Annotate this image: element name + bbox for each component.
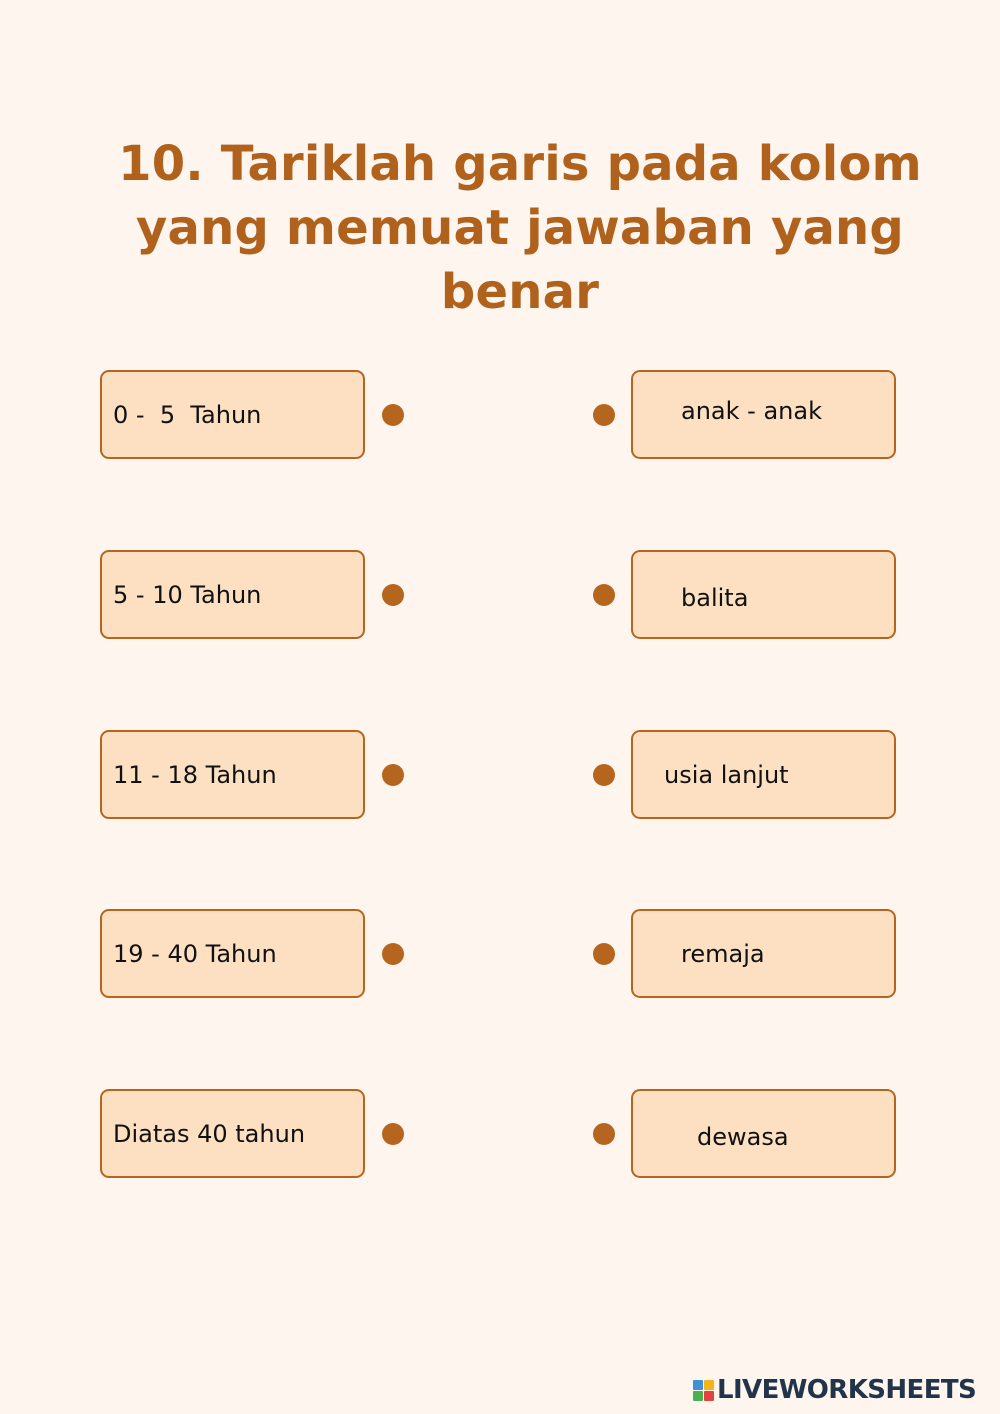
left-connector-dot-2[interactable] [382, 584, 404, 606]
left-box-2[interactable]: 5 - 10 Tahun [100, 550, 365, 639]
liveworksheets-logo [693, 1375, 976, 1405]
question-title: 10. Tariklah garis pada kolom yang memuat jawaban yang benar [118, 136, 922, 320]
logo-square-3 [693, 1391, 703, 1401]
right-box-2[interactable]: balita [631, 550, 896, 639]
left-box-4[interactable]: 19 - 40 Tahun [100, 909, 365, 998]
left-connector-dot-1[interactable] [382, 404, 404, 426]
left-box-5[interactable]: Diatas 40 tahun [100, 1089, 365, 1178]
right-box-5[interactable]: dewasa [631, 1089, 896, 1178]
left-box-1[interactable]: 0 - 5 Tahun [100, 370, 365, 459]
right-box-1[interactable]: anak - anak [631, 370, 896, 459]
right-connector-dot-3[interactable] [593, 764, 615, 786]
left-connector-dot-4[interactable] [382, 943, 404, 965]
right-connector-dot-1[interactable] [593, 404, 615, 426]
brand-name: LIVEWORKSHEETS [717, 1375, 977, 1405]
logo-grid-icon [693, 1380, 714, 1401]
logo-square-4 [704, 1391, 714, 1401]
left-box-3[interactable]: 11 - 18 Tahun [100, 730, 365, 819]
left-connector-dot-5[interactable] [382, 1123, 404, 1145]
right-box-3[interactable]: usia lanjut [631, 730, 896, 819]
left-connector-dot-3[interactable] [382, 764, 404, 786]
logo-square-1 [693, 1380, 703, 1390]
right-connector-dot-5[interactable] [593, 1123, 615, 1145]
logo-square-2 [704, 1380, 714, 1390]
right-box-4[interactable]: remaja [631, 909, 896, 998]
right-connector-dot-2[interactable] [593, 584, 615, 606]
right-connector-dot-4[interactable] [593, 943, 615, 965]
